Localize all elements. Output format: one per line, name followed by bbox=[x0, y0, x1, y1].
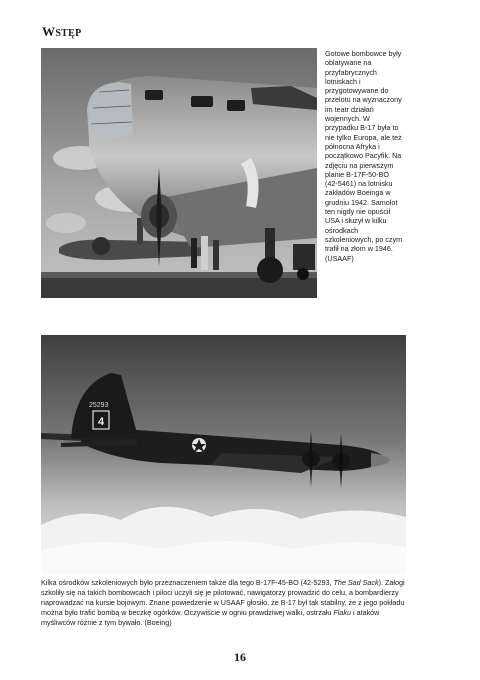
running-header-rest: STĘP bbox=[55, 28, 82, 39]
page-number: 16 bbox=[234, 650, 246, 664]
caption2-text-3: i ataków myśliwców różnie z tym bywało. (Boeing) bbox=[41, 608, 380, 627]
tail-number: 4 bbox=[98, 416, 105, 428]
photo-b17-in-flight bbox=[41, 335, 406, 575]
caption2-italic-aircraft-name: The Sad Sack bbox=[333, 578, 379, 587]
photo-b17-airfield-caption: Gotowe bombowce były oblatywane na przyfabrycznych lotniskach i przygotowywane do przelotu na wyznaczony im teatr działań wojennych. W przypadku B-17 była to nie tylko Europa, ale też północna Afryka i początkowo Pacyfik. Na zdjęciu na pierwszym planie B-17F-50-BO (42-5461) na lotnisku zakładów Boeinga w grudniu 1942. Samolot ten nigdy nie opuścił USA i służył w kilku ośrodkach szkoleniowych, po czym trafił na złom w 1946. (USAAF) bbox=[325, 49, 403, 263]
photo-b17-airfield-image bbox=[41, 48, 317, 298]
caption2-text-1: Kilka ośrodków szkoleniowych było przeznaczeniem także dla tego B-17F-45-BO (42-5293, bbox=[41, 578, 334, 587]
tail-serial: 25293 bbox=[89, 402, 109, 409]
running-header bbox=[42, 24, 82, 40]
running-header-initial: W bbox=[42, 24, 56, 39]
caption2-text-2: ). Załogi szkoliły się na takich bombowcach i piloci uczyli się je pilotować, nawigatorzy prowadzić do celu, a bombardierzy naprowadzać na kursie bojowym. Znane powiedzenie w USAAF głosiło, że B-17 był tak stabilny, że z jego pokładu można było trafić bombą w beczkę ogórków. Oczywiście w ogniu prawdziwej walki, ostrzału bbox=[41, 578, 405, 617]
photo-b17-in-flight-image bbox=[41, 335, 406, 575]
caption2-italic-flak: Flaku bbox=[333, 608, 351, 617]
photo-b17-in-flight-caption bbox=[41, 578, 407, 628]
photo-b17-airfield bbox=[41, 48, 317, 298]
